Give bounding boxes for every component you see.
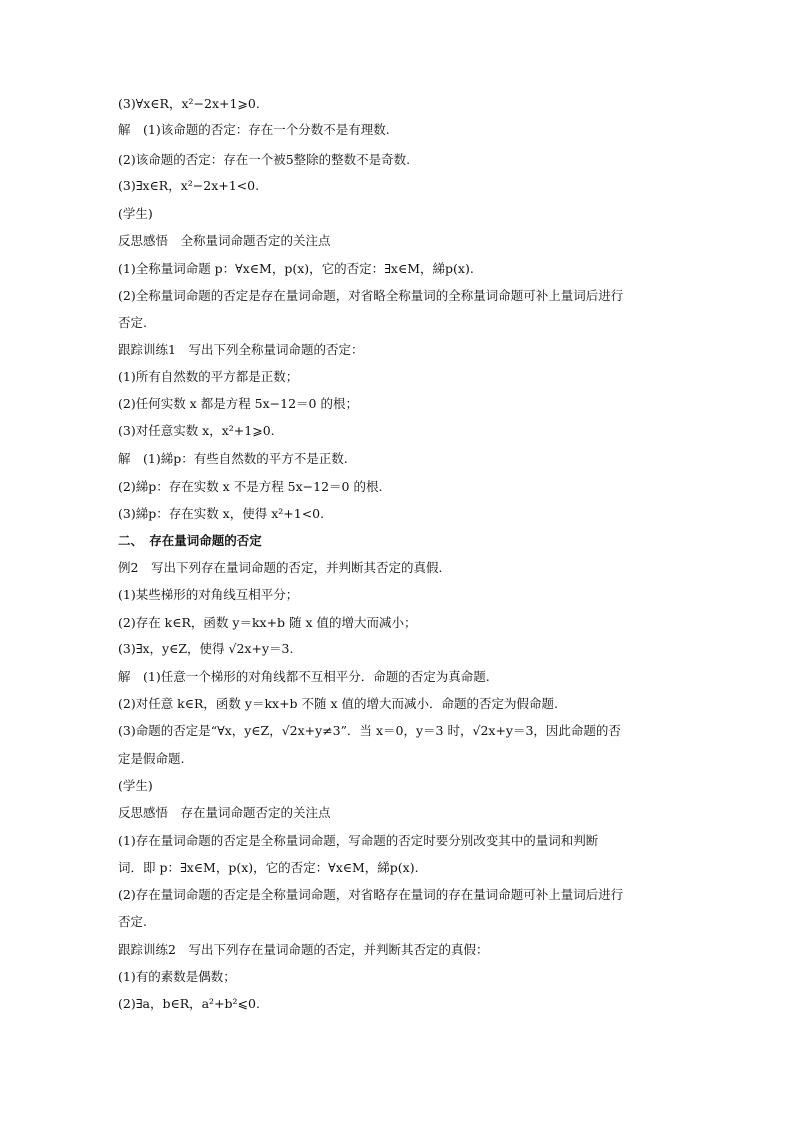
text-line: (学生) [118,206,153,221]
text-line: (3)命题的否定是“∀x，y∈Z，√2x+y≠3”．当 x＝0，y＝3 时，√2x+y＝3，因此命题的否 [118,723,621,738]
text-line: (1)某些梯形的对角线互相平分； [118,587,299,602]
text-line: (3)对任意实数 x，x²+1⩾0. [118,423,275,438]
text-line: 解 (1)该命题的否定：存在一个分数不是有理数. [118,122,390,137]
section-heading: 反思感悟 存在量词命题否定的关注点 [118,805,331,820]
text-line: (1)全称量词命题 p：∀x∈M，p(x)，它的否定：∃x∈M，綈p(x). [118,261,474,276]
text-line: (2)存在 k∈R，函数 y＝kx+b 随 x 值的增大而减小； [118,615,417,630]
text-line: (2)任何实数 x 都是方程 5x−12＝0 的根； [118,396,358,411]
text-line: 词．即 p：∃x∈M，p(x)，它的否定：∀x∈M，綈p(x). [118,860,419,875]
text-line: 否定. [118,315,147,330]
text-line: 解 (1)任意一个梯形的对角线都不互相平分．命题的否定为真命题. [118,669,490,684]
text-line: (1)所有自然数的平方都是正数； [118,369,299,384]
section-title: 二、 存在量词命题的否定 [118,533,262,548]
text-line: (3)綈p：存在实数 x，使得 x²+1<0. [118,506,325,521]
exercise-heading: 跟踪训练1 写出下列全称量词命题的否定： [118,342,364,357]
text-line: (2)綈p：存在实数 x 不是方程 5x−12＝0 的根. [118,479,383,494]
text-line: 定是假命题. [118,751,185,766]
text-line: (1)有的素数是偶数； [118,969,236,984]
text-line: (2)对任意 k∈R，函数 y＝kx+b 不随 x 值的增大而减小．命题的否定为假命题. [118,696,558,711]
text-line: (2)存在量词命题的否定是全称量词命题，对省略存在量词的存在量词命题可补上量词后进行 [118,887,624,902]
text-line: (2)∃a，b∈R，a²+b²⩽0. [118,996,260,1011]
text-line: (3)∃x∈R，x²−2x+1<0. [118,178,260,193]
exercise-heading: 跟踪训练2 写出下列存在量词命题的否定，并判断其否定的真假： [118,942,489,957]
text-line: (3)∀x∈R，x²−2x+1⩾0. [118,96,260,111]
section-heading: 反思感悟 全称量词命题否定的关注点 [118,233,331,248]
text-line: 解 (1)綈p：有些自然数的平方不是正数. [118,451,348,466]
text-line: (2)该命题的否定：存在一个被5整除的整数不是奇数. [118,152,411,167]
example-heading: 例2 写出下列存在量词命题的否定，并判断其否定的真假. [118,560,443,575]
text-line: (2)全称量词命题的否定是存在量词命题，对省略全称量词的全称量词命题可补上量词后进行 [118,288,624,303]
text-line: (3)∃x，y∈Z，使得 √2x+y＝3. [118,641,294,656]
text-line: 否定. [118,914,147,929]
text-line: (学生) [118,778,153,793]
text-line: (1)存在量词命题的否定是全称量词命题，写命题的否定时要分别改变其中的量词和判断 [118,833,599,848]
